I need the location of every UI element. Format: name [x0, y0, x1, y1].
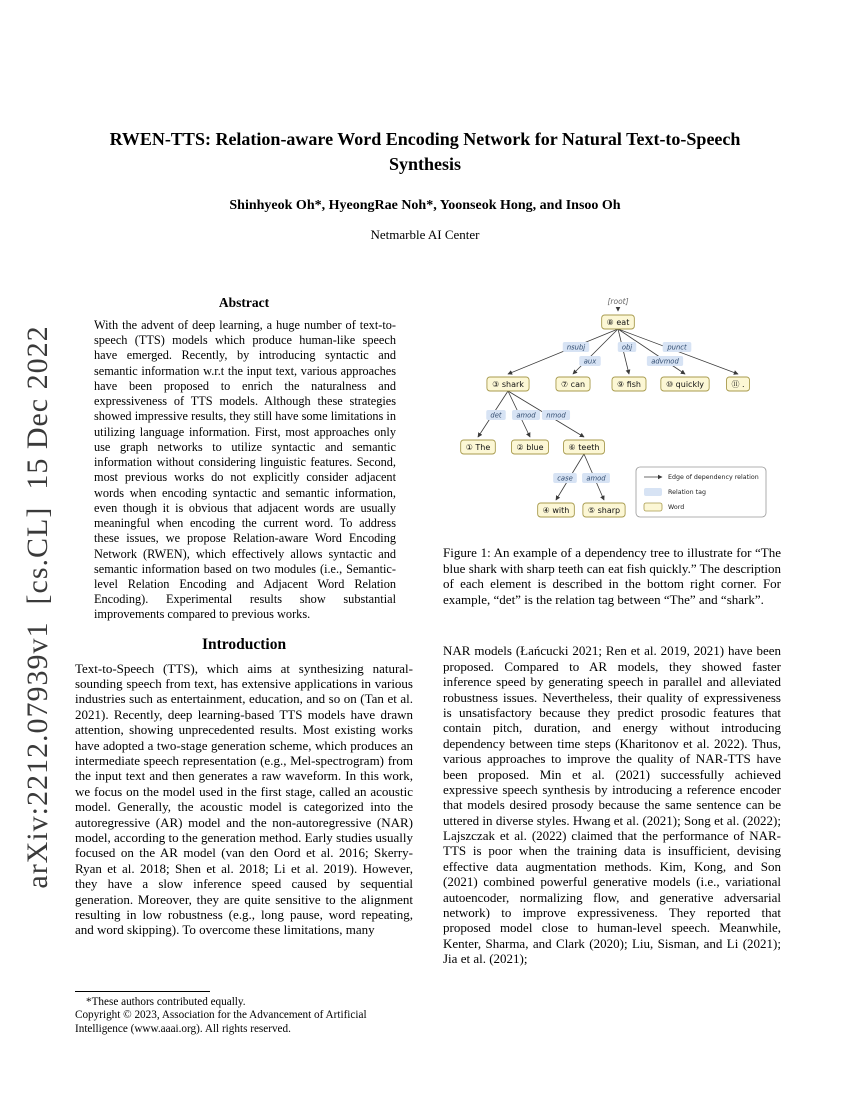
svg-text:[root]: [root]: [607, 297, 629, 306]
dependency-tree-figure: [446, 295, 778, 535]
right-column-text: NAR models (Łańcucki 2021; Ren et al. 2019, 2021) have been proposed. Compared to AR models, they showed faster inference speed by generating speech in parallel and alleviated robustness issues. Nevertheless, their quality of expressiveness is unsatisfactory because they predict prosodic features that contain pitch, duration, and energy without introducing dependency between time steps (Kharitonov et al. 2022). Thus, various approaches to improve the quality of NAR-TTS have been proposed. Min et al. (2021) successfully achieved expressive speech synthesis by introducing a reference encoder that models desired prosody because the same sentence can be uttered in diverse styles. Hwang et al. (2021); Song et al. (2022); Lajszczak et al. (2022) claimed that the performance of NAR-TTS is poor when the training data is insufficient, devising effective data augmentation methods. Kim, Kong, and Son (2021) combined powerful generative models (i.e., variational autoencoder, normalizing flow, and generative adversarial network) to improve expressiveness. They reported that proposed model close to human-level speech. Meanwhile, Kenter, Sharma, and Clark (2020); Liu, Sisman, and Li (2021); Jia et al. (2021);: [443, 643, 781, 967]
right-column: [443, 293, 781, 1038]
abstract-heading: Abstract: [218, 295, 270, 310]
abstract-text: With the advent of deep learning, a huge number of text-to-speech (TTS) models which produce human-like speech have emerged. Recently, by introducing syntactic and semantic information w.r.t the input text, various approaches have been proposed to enrich the naturalness and expressiveness of TTS models. Although these strategies showed impressive results, they still have some limitations in utilizing language information. First, most approaches only use graph networks to utilize syntactic and semantic information without considering linguistic features. Second, most previous works do not explicitly consider adjacent words when encoding syntactic and semantic information, even though it is obvious that adjacent words are usually meaningful when encoding the current word. To address these issues, we propose Relation-aware Word Encoding Network (RWEN), which effectively allows syntactic and semantic information based on two modules (i.e., Semantic-level Relation Encoding and Adjacent Word Relation Encoding). Experimental results show substantial improvements compared to previous works.: [94, 318, 396, 622]
figure-caption: Figure 1: An example of a dependency tree to illustrate for “The blue shark with sharp teeth can eat fish quickly.” The description of each element is described in the bottom right corner. For example, “det” is the relation tag between “The” and “shark”.: [443, 545, 781, 607]
introduction-section: [75, 636, 413, 938]
footnote-rule: [75, 991, 210, 992]
affiliation: Netmarble AI Center: [370, 227, 480, 242]
svg-text:amod: amod: [586, 474, 606, 483]
left-column: [75, 293, 413, 1038]
svg-text:aux: aux: [583, 357, 597, 366]
svg-text:④ with: ④ with: [542, 505, 570, 515]
svg-text:Edge of dependency relation: Edge of dependency relation: [668, 474, 759, 482]
svg-text:⑤ sharp: ⑤ sharp: [587, 505, 621, 515]
paper-title: RWEN-TTS: Relation-aware Word Encoding Network for Natural Text-to-Speech Synthesis: [109, 129, 741, 174]
abstract-section: [75, 295, 413, 623]
svg-text:① The: ① The: [465, 442, 491, 452]
svg-text:det: det: [490, 411, 502, 420]
svg-text:⑪ .: ⑪ .: [731, 379, 745, 389]
svg-text:nsubj: nsubj: [566, 343, 586, 352]
svg-text:case: case: [557, 474, 573, 483]
svg-text:⑦ can: ⑦ can: [560, 379, 586, 389]
svg-text:Word: Word: [668, 504, 685, 512]
svg-text:⑩ quickly: ⑩ quickly: [665, 379, 705, 389]
svg-text:⑨ fish: ⑨ fish: [617, 379, 641, 389]
svg-text:③ shark: ③ shark: [492, 379, 524, 389]
introduction-heading: Introduction: [201, 635, 287, 653]
arxiv-banner: arXiv:2212.07939v1 [cs.CL] 15 Dec 2022: [21, 325, 54, 889]
svg-text:Relation tag: Relation tag: [668, 489, 706, 497]
svg-text:② blue: ② blue: [516, 442, 544, 452]
svg-text:punct: punct: [667, 343, 687, 352]
footnote-block: [75, 988, 413, 1036]
footnote-line-1: *These authors contributed equally.: [86, 995, 246, 1008]
svg-text:⑥ teeth: ⑥ teeth: [568, 442, 600, 452]
figure-1: [443, 295, 781, 607]
introduction-text: Text-to-Speech (TTS), which aims at synthesizing natural-sounding speech from text, has extensive applications in various industries such as entertainment, education, and so on (Tan et al. 2021). Recently, deep learning-based TTS models have drawn attention, showing unprecedented results. Most existing works have adopted a two-stage generation scheme, which produces an intermediate speech representation (e.g., Mel-spectrogram) from the input text and then generates a raw waveform. In this work, we focus on the model used in the first stage, called an acoustic model. Generally, the acoustic model is categorized into the autoregressive (AR) model and the non-autoregressive (NAR) model, according to the generation method. Early studies usually focused on the AR model (van den Oord et al. 2016; Skerry-Ryan et al. 2018; Shen et al. 2018; Li et al. 2019). However, they have a slow inference speed caused by sequential generation. Moreover, they are quite sensitive to the alignment resulting in low robustness (e.g., long pause, word repeating, and word skipping). To overcome these limitations, many: [75, 660, 413, 938]
svg-text:⑧ eat: ⑧ eat: [606, 317, 630, 327]
svg-text:amod: amod: [516, 411, 536, 420]
authors-line: Shinhyeok Oh*, HyeongRae Noh*, Yoonseok Hong, and Insoo Oh: [229, 198, 621, 213]
svg-text:nmod: nmod: [546, 411, 566, 420]
svg-text:obj: obj: [621, 343, 633, 352]
footnote-line-2: Copyright © 2023, Association for the Advancement of Artificial Intelligence (www.aaai.org). All rights reserved.: [75, 1009, 367, 1035]
svg-text:advmod: advmod: [651, 357, 679, 366]
